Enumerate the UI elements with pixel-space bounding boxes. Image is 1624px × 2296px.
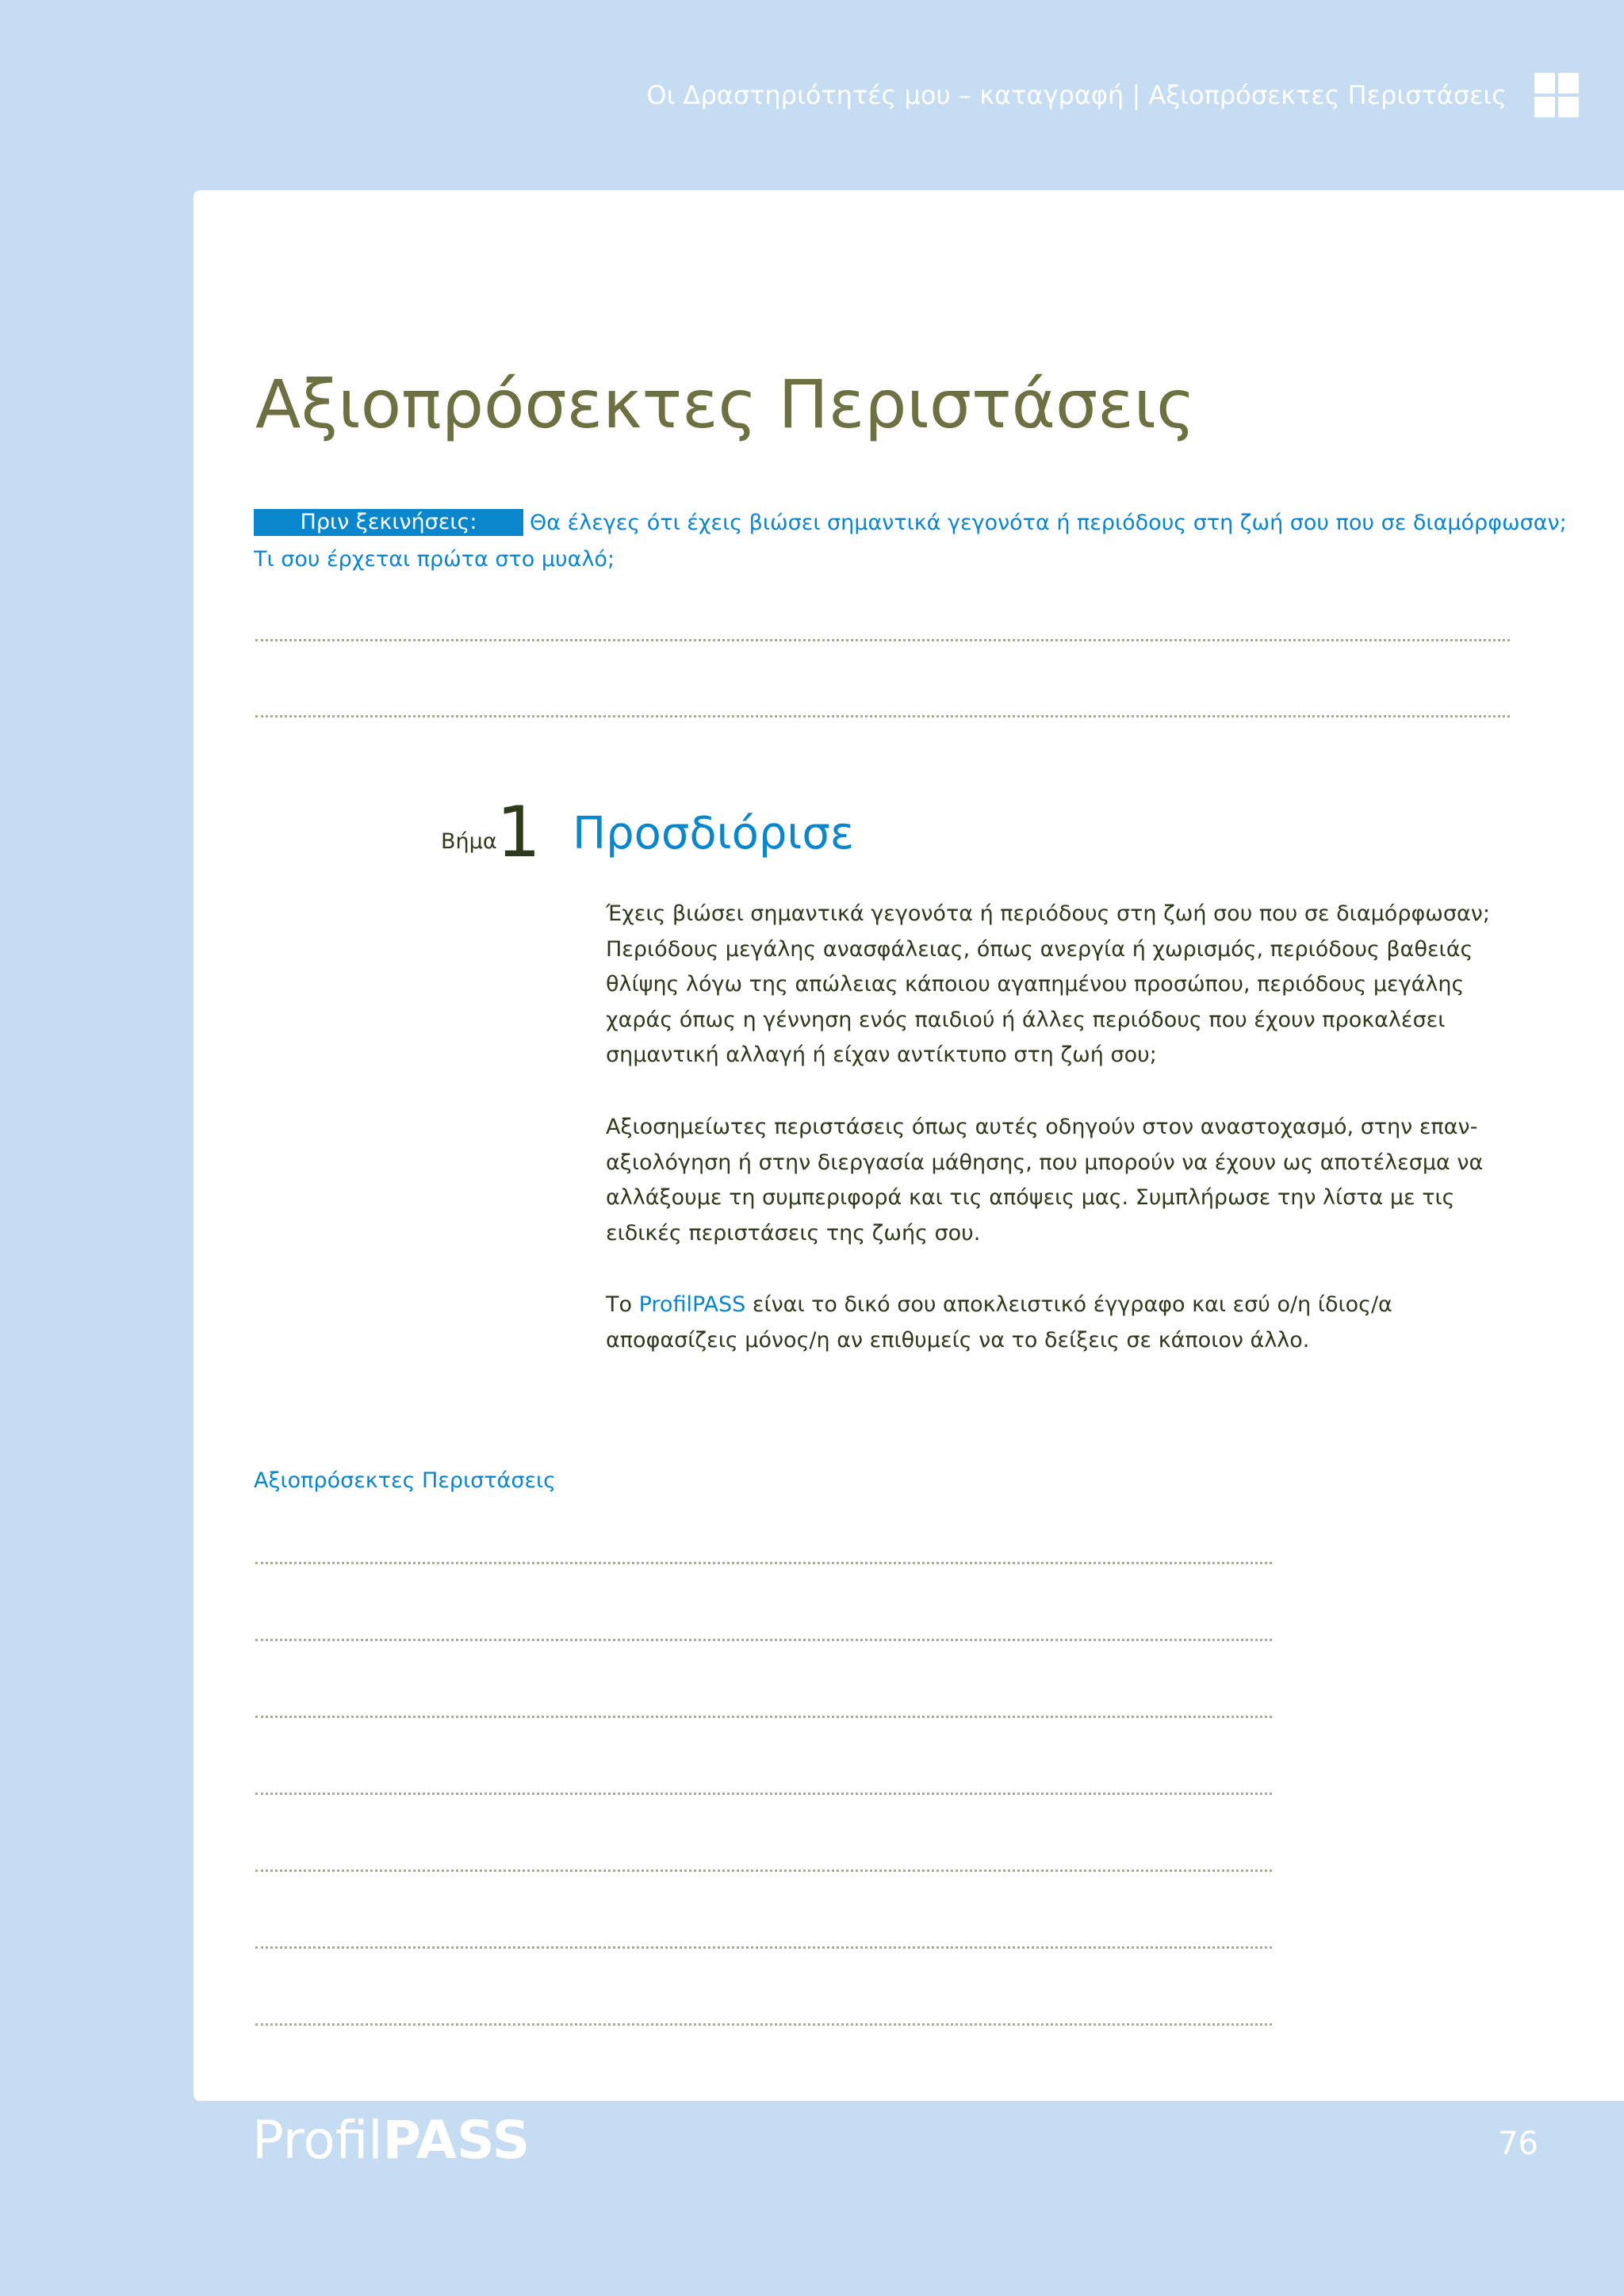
entry-line[interactable] — [255, 1562, 1272, 1564]
intro-answer-line[interactable] — [255, 715, 1510, 718]
body-paragraph: Αξιοσημείωτες περιστάσεις όπως αυτές οδηγούν στον αναστοχασμό, στην επαν-αξιολόγηση ή στην διεργασία μάθησης, που μπορούν να έχουν ως αποτέλεσμα να αλλάξουμε τη συμπεριφορά και τις απόψεις μας. Συμπλήρωσε την λίστα με τις ειδικές περιστάσεις της ζωής σου. — [606, 1115, 1484, 1246]
entry-line[interactable] — [255, 1946, 1272, 1949]
step-number: 1 — [496, 791, 541, 873]
profilpass-logo — [252, 2109, 530, 2172]
body-paragraph-privacy — [606, 1288, 1502, 1358]
entry-line[interactable] — [255, 2023, 1272, 2026]
step-label: Βήμα — [441, 829, 497, 854]
page-number: 76 — [1498, 2126, 1538, 2162]
page-title: Αξιοπρόσεκτες Περιστάσεις — [255, 365, 1196, 443]
intro-answer-line[interactable] — [255, 639, 1510, 641]
logo-bold-text: PASS — [382, 2110, 530, 2171]
logo-light-text: Profil — [252, 2110, 383, 2171]
intro-question-continued: Τι σου έρχεται πρώτα στο μυαλό; — [254, 547, 615, 572]
entry-line[interactable] — [255, 1639, 1272, 1641]
profilpass-brand-text: ProfilPASS — [638, 1292, 746, 1317]
privacy-prefix: Το — [606, 1292, 639, 1317]
list-section-label: Αξιοπρόσεκτες Περιστάσεις — [254, 1468, 557, 1493]
header-section-path: Οι Δραστηριότητές μου – καταγραφή | Αξιοπρόσεκτες Περιστάσεις — [646, 80, 1507, 110]
grid-icon — [1534, 73, 1579, 117]
intro-badge: Πριν ξεκινήσεις: — [254, 509, 523, 536]
body-paragraph: Έχεις βιώσει σημαντικά γεγονότα ή περιόδους στη ζωή σου που σε διαμόρφωσαν; Περιόδους μεγάλης ανασφάλειας, όπως ανεργία ή χωρισμός, περιόδους βαθειάς θλίψης λόγω της απώλειας κάποιου αγαπημένου προσώπου, περιόδους μεγάλης χαράς όπως η γέννηση ενός παιδιού ή άλλες περιόδους που έχουν προκαλέσει σημαντική αλλαγή ή είχαν αντίκτυπο στη ζωή σου; — [606, 901, 1490, 1067]
intro-question: Θα έλεγες ότι έχεις βιώσει σημαντικά γεγονότα ή περιόδους στη ζωή σου που σε διαμόρφωσαν; — [530, 511, 1567, 535]
entry-line[interactable] — [255, 1716, 1272, 1718]
privacy-text: είναι το δικό σου αποκλειστικό έγγραφο και εσύ ο/η ίδιος/α αποφασίζεις μόνος/η αν επιθυμείς να το δείξεις σε κάποιον άλλο. — [606, 1292, 1392, 1353]
entry-line[interactable] — [255, 1793, 1272, 1795]
entry-line[interactable] — [255, 1869, 1272, 1872]
step-title: Προσδιόρισε — [573, 808, 855, 859]
